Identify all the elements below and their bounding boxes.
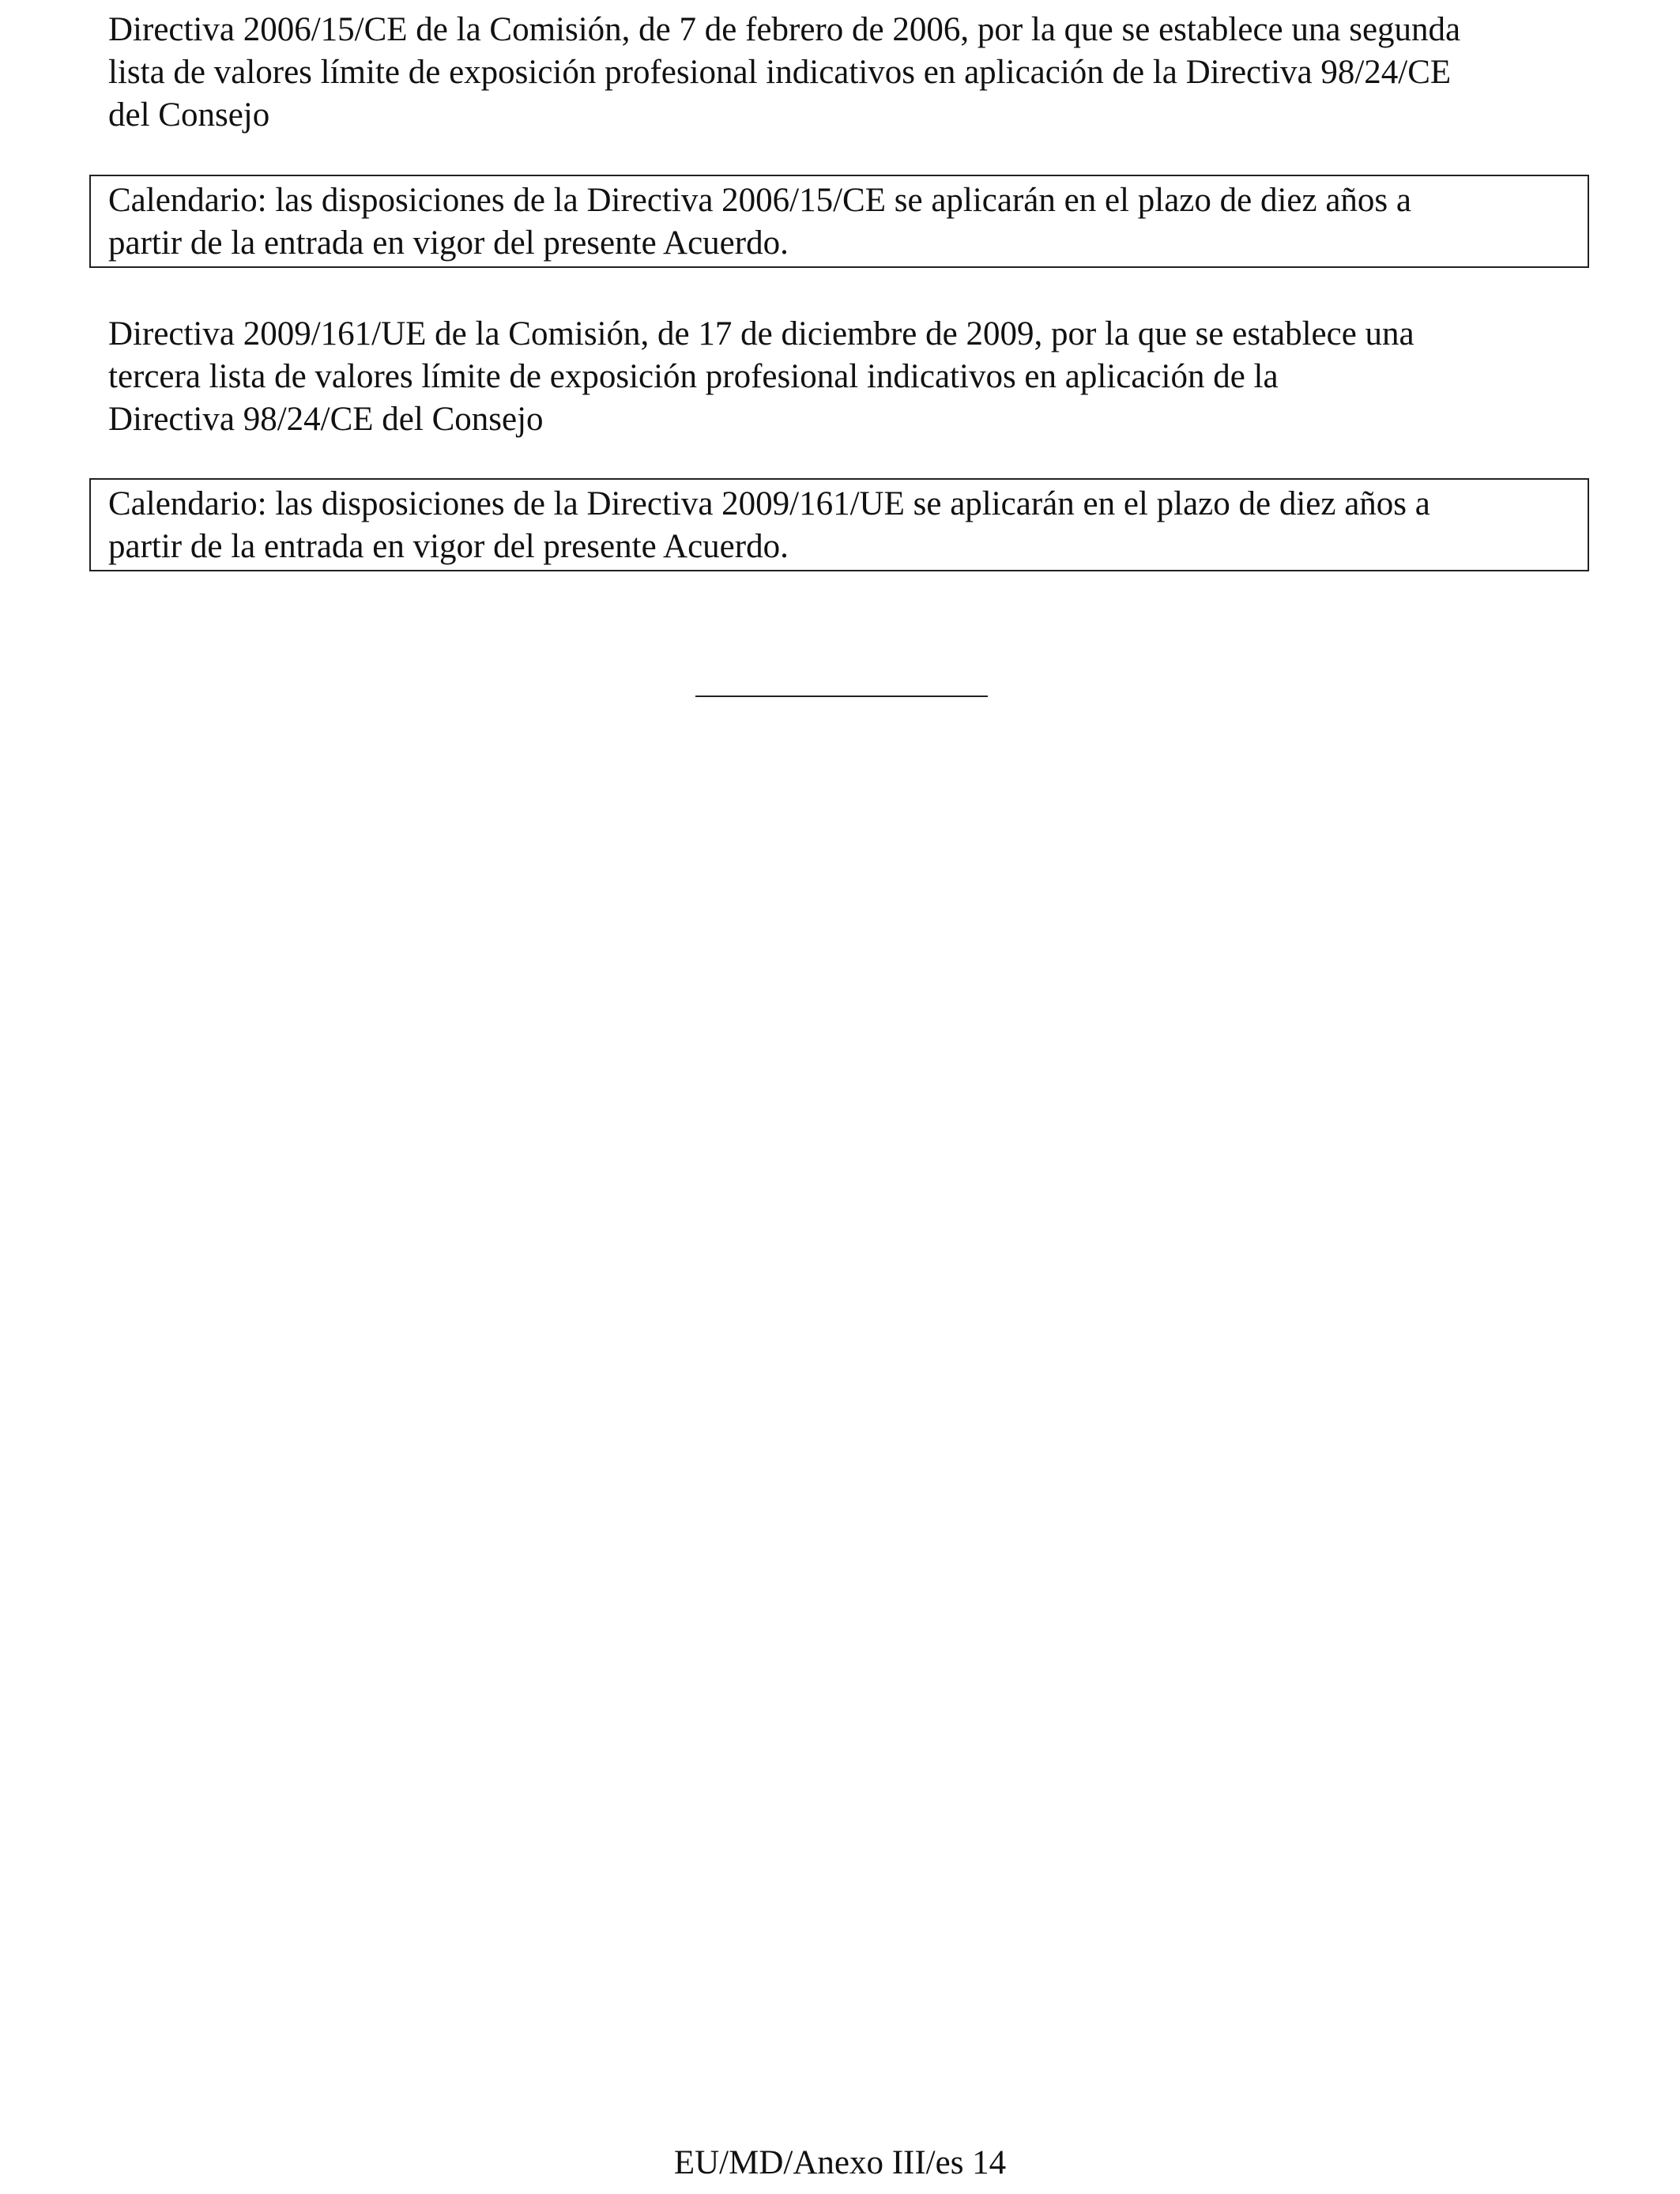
text-line: Calendario: las disposiciones de la Directiva 2006/15/CE se aplicarán en el plazo de diez años a (108, 182, 1411, 219)
page-footer: EU/MD/Anexo III/es 14 (673, 2144, 1007, 2181)
text-line: lista de valores límite de exposición profesional indicativos en aplicación de la Directiva 98/24/CE (108, 54, 1452, 91)
text-line: tercera lista de valores límite de exposición profesional indicativos en aplicación de la (108, 358, 1279, 395)
text-line: Directiva 2009/161/UE de la Comisión, de 17 de diciembre de 2009, por la que se establece una (108, 315, 1414, 352)
text-line: Directiva 2006/15/CE de la Comisión, de 7 de febrero de 2006, por la que se establece una segunda (108, 11, 1461, 48)
text-line: partir de la entrada en vigor del presente Acuerdo. (108, 224, 789, 262)
section-end-separator (695, 696, 988, 697)
calendar-box-2006-15 (89, 175, 1589, 268)
text-line: del Consejo (108, 96, 270, 134)
directive-2009-161-paragraph (108, 313, 1610, 441)
directive-2006-15-paragraph (108, 9, 1610, 137)
text-line: partir de la entrada en vigor del presente Acuerdo. (108, 528, 789, 565)
text-line: Calendario: las disposiciones de la Directiva 2009/161/UE se aplicarán en el plazo de diez años a (108, 485, 1430, 522)
calendar-box-2009-161 (89, 478, 1589, 571)
text-line: Directiva 98/24/CE del Consejo (108, 401, 544, 438)
